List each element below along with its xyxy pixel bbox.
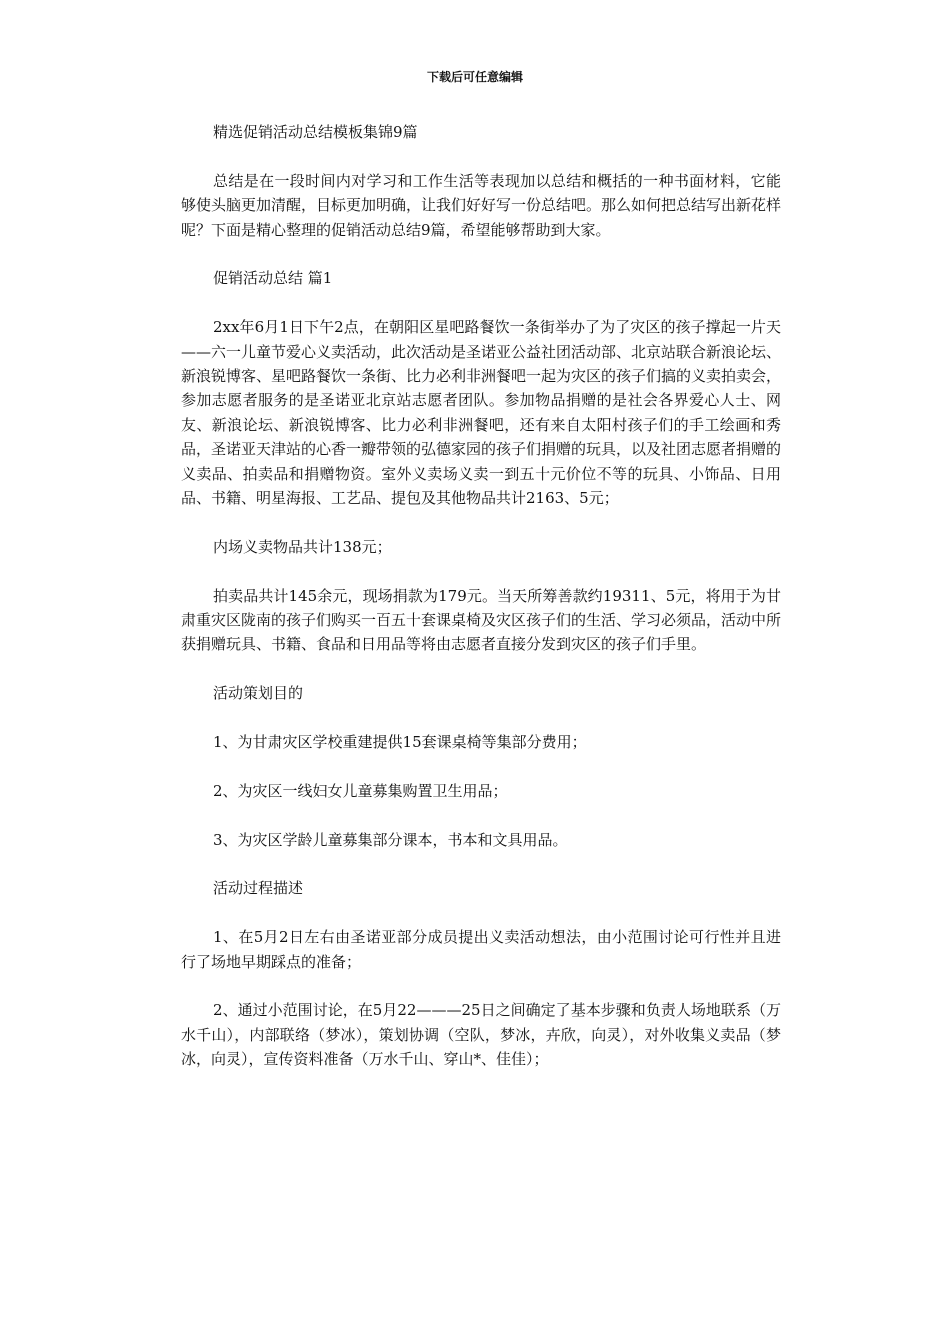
intro-paragraph: 总结是在一段时间内对学习和工作生活等表现加以总结和概括的一种书面材料，它能够使头脑更加清醒，目标更加明确，让我们好好写一份总结吧。那么如何把总结写出新花样呢？下面是精心整理的促销活动总结9篇，希望能够帮助到大家。 (181, 171, 782, 239)
document-body (181, 120, 781, 1096)
list-item: 1、为甘肃灾区学校重建提供15套课桌椅等集部分费用； (213, 733, 587, 752)
page-header: 下载后可任意编辑 (426, 70, 523, 84)
body-paragraph: 内场义卖物品共计138元； (213, 537, 392, 556)
subsection-heading: 活动过程描述 (213, 879, 304, 898)
list-item: 3、为灾区学龄儿童募集部分课本，书本和文具用品。 (213, 830, 568, 849)
list-item: 2、通过小范围讨论，在5月22———25日之间确定了基本步骤和负责人场地联系（万水千山），内部联络（梦冰），策划协调（空队，梦冰，卉欣，向灵），对外收集义卖品（梦冰，向灵），宣传资料准备（万水千山、穿山*、佳佳）； (181, 1001, 781, 1069)
body-paragraph: 2xx年6月1日下午2点，在朝阳区星吧路餐饮一条街举办了为了灾区的孩子撑起一片天——六一儿童节爱心义卖活动，此次活动是圣诺亚公益社团活动部、北京站联合新浪论坛、新浪锐博客、星吧路餐饮一条街、比力必利非洲餐吧一起为灾区的孩子们搞的义卖拍卖会，参加志愿者服务的是圣诺亚北京站志愿者团队。参加物品捐赠的是社会各界爱心人士、网友、新浪论坛、新浪锐博客、比力必利非洲餐吧，还有来自太阳村孩子们的手工绘画和秀品，圣诺亚天津站的心香一瓣带领的弘德家园的孩子们捐赠的玩具，以及社团志愿者捐赠的义卖品、拍卖品和捐赠物资。室外义卖场义卖一到五十元价位不等的玩具、小饰品、日用品、书籍、明星海报、工艺品、提包及其他物品共计2163、5元； (181, 318, 782, 508)
body-paragraph: 拍卖品共计145余元，现场捐款为179元。当天所筹善款约19311、5元，将用于为甘肃重灾区陇南的孩子们购买一百五十套课桌椅及灾区孩子们的生活、学习必须品，活动中所获捐赠玩具、书籍、食品和日用品等将由志愿者直接分发到灾区的孩子们手里。 (181, 586, 782, 654)
list-item: 1、在5月2日左右由圣诺亚部分成员提出义卖活动想法，由小范围讨论可行性并且进行了场地早期踩点的准备； (181, 928, 781, 971)
list-item: 2、为灾区一线妇女儿童募集购置卫生用品； (213, 781, 508, 800)
section-heading: 促销活动总结 篇1 (213, 269, 333, 288)
document-title: 精选促销活动总结模板集锦9篇 (213, 123, 418, 141)
subsection-heading: 活动策划目的 (213, 684, 304, 703)
